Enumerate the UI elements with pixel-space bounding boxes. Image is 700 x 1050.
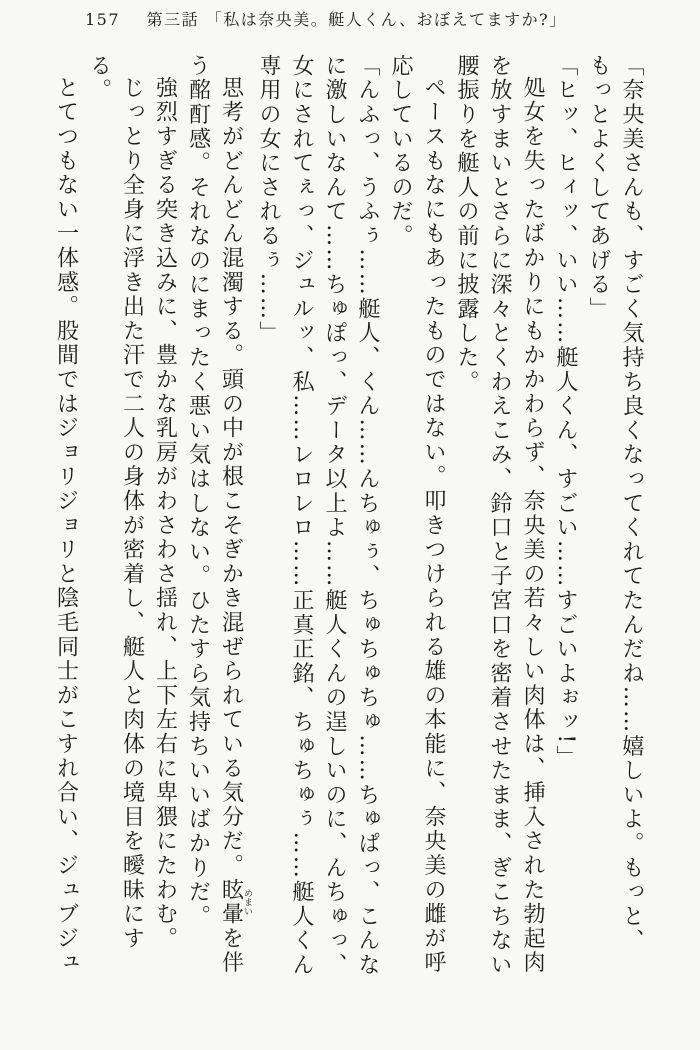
ruby-base: 眩暈 xyxy=(218,877,244,927)
paragraph-dialogue-2: 「ヒッ、ヒィッ、いい……艇人くん、すごい……すごいよぉッ!」 xyxy=(553,54,578,770)
paragraph-narrative-3 xyxy=(182,54,253,988)
text-body xyxy=(52,54,648,988)
paragraph-narrative-6: とてつもない一体感。股間ではジョリジョリと陰毛同士がこすれ合い、ジュブジュ xyxy=(53,76,79,976)
paragraph-narrative-3-before-ruby: 思考がどんどん混濁する。頭の中が根こそぎかき混ぜられている気分だ。 xyxy=(218,76,244,878)
paragraph-narrative-2: ペースもなにもあったものではない。叩きつけられる雄の本能に、奈央美の雌が呼応しているのだ。 xyxy=(388,54,446,976)
paragraph-narrative-5: じっとり全身に浮き出た汗で二人の身体が密着し、艇人と肉体の境目を曖昧にする。 xyxy=(86,54,145,951)
running-header xyxy=(85,7,567,30)
paragraph-narrative-1: 処女を失ったばかりにもかかわらず、奈央美の若々しい肉体は、挿入された勃起肉を放すまいとさらに深々とくわえこみ、鈴口と子宮口を密着させたまま、ぎこちない腰振りを艇人の前に披露した。 xyxy=(454,54,545,978)
paragraph-dialogue-1: 「奈央美さんも、すごく気持ち良くなってくれてたんだね……嬉しいよ。もっと、もっとよくしてあげる」 xyxy=(586,54,644,954)
chapter-title: 第三話 「私は奈央美。艇人くん、おぼえてますか?」 xyxy=(146,10,567,29)
page-number: 157 xyxy=(85,10,121,29)
paragraph-dialogue-3: 「んふっ、うふぅ……艇人、くん……んちゅぅ、ちゅちゅちゅ……ちゅぱっ、こんなに激しいなんて……ちゅぽっ、データ以上よ……艇人くんの逞しいのに、んちゅっ、女にされてぇっ、ジュルッ、私……レロレロ……正真正銘、ちゅちゅぅ……艇人くん専用の女にされるぅ……」 xyxy=(256,54,380,978)
ruby-furigana: めまい xyxy=(242,877,252,927)
ruby-memai xyxy=(218,877,252,927)
paragraph-narrative-3-after-ruby: を伴う酩酊感。それなのにまったく悪い気はしない。ひたすら気持ちいいばかりだ。 xyxy=(185,54,244,976)
paragraph-narrative-4: 強烈すぎる突き込みに、豊かな乳房がわさわさ揺れ、上下左右に卑猥にたわむ。 xyxy=(152,76,178,951)
